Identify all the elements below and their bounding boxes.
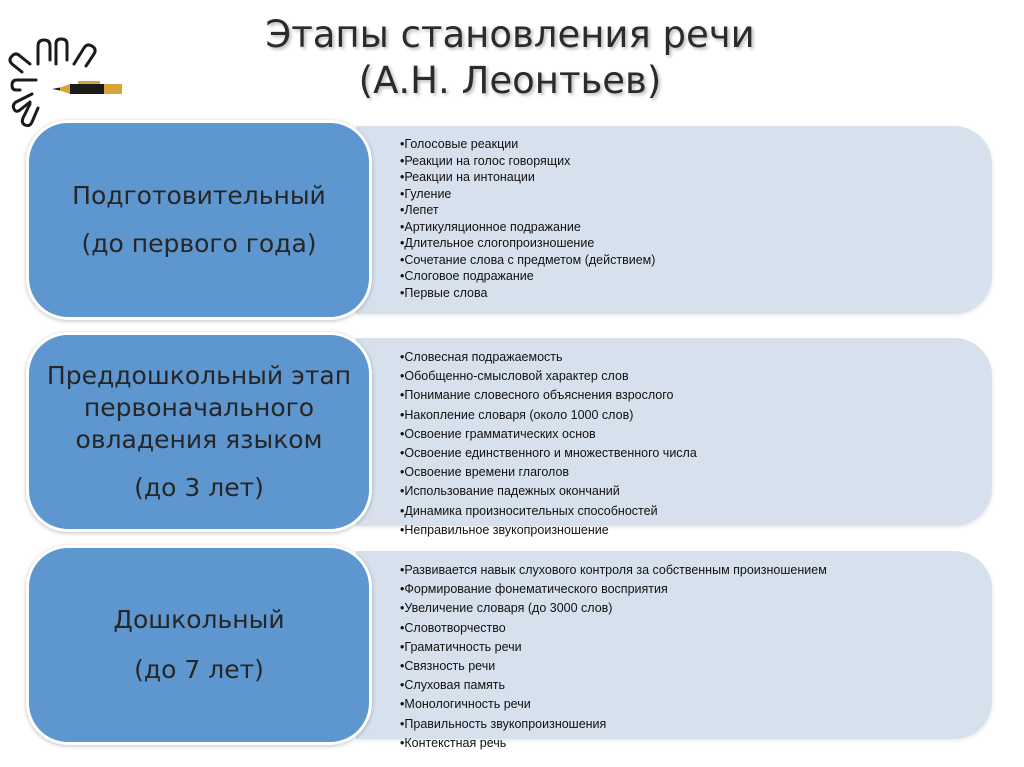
stage-details-box — [356, 551, 992, 750]
pen-with-paperclips-icon — [8, 34, 126, 128]
list-item: • Накопление словаря (около 1000 слов) — [400, 406, 980, 425]
list-item: • Освоение грамматических основ — [400, 425, 980, 444]
stage-block — [26, 120, 992, 320]
stage-label-box — [26, 332, 372, 532]
list-item: • Голосовые реакции — [400, 136, 980, 153]
stage-block — [26, 545, 992, 750]
stage-label-box — [26, 545, 372, 745]
title-line-2: (А.Н. Леонтьев) — [358, 59, 662, 102]
stage-age: (до 3 лет) — [134, 473, 264, 502]
stage-details-box — [356, 126, 992, 314]
list-item: • Длительное слогопроизношение — [400, 235, 980, 252]
list-item: • Сочетание слова с предметом (действием) — [400, 252, 980, 269]
list-item: • Понимание словесного объяснения взрослого — [400, 386, 980, 405]
list-item: • Обобщенно-смысловой характер слов — [400, 367, 980, 386]
list-item: • Формирование фонематического восприятия — [400, 580, 980, 599]
list-item: • Связность речи — [400, 657, 980, 676]
stage-details-list — [400, 348, 980, 540]
list-item: • Гуление — [400, 186, 980, 203]
list-item: • Использование падежных окончаний — [400, 482, 980, 501]
list-item: • Контекстная речь — [400, 734, 980, 753]
stage-label-box — [26, 120, 372, 320]
stage-age: (до первого года) — [81, 229, 317, 258]
list-item: • Увеличение словаря (до 3000 слов) — [400, 599, 980, 618]
stage-name: Преддошкольный этап первоначального овладения языком — [46, 361, 352, 454]
list-item: • Артикуляционное подражание — [400, 219, 980, 236]
list-item: • Реакции на голос говорящих — [400, 153, 980, 170]
title-line-1: Этапы становления речи — [265, 13, 755, 56]
list-item: • Реакции на интонации — [400, 169, 980, 186]
list-item: • Слоговое подражание — [400, 268, 980, 285]
list-item: • Слуховая память — [400, 676, 980, 695]
stage-details-list — [400, 136, 980, 301]
slide-title — [130, 12, 890, 104]
list-item: • Освоение единственного и множественного числа — [400, 444, 980, 463]
list-item: • Правильность звукопроизношения — [400, 715, 980, 734]
list-item: • Динамика произносительных способностей — [400, 502, 980, 521]
list-item: • Монологичность речи — [400, 695, 980, 714]
list-item: • Развивается навык слухового контроля за собственным произношением — [400, 561, 980, 580]
list-item: • Освоение времени глаголов — [400, 463, 980, 482]
stage-name: Дошкольный — [113, 605, 285, 634]
stage-details-box — [356, 338, 992, 537]
list-item: • Граматичность речи — [400, 638, 980, 657]
list-item: • Первые слова — [400, 285, 980, 302]
list-item: • Лепет — [400, 202, 980, 219]
list-item: • Словотворчество — [400, 619, 980, 638]
stage-block — [26, 332, 992, 537]
list-item: • Неправильное звукопроизношение — [400, 521, 980, 540]
stage-name: Подготовительный — [72, 181, 326, 210]
list-item: • Словесная подражаемость — [400, 348, 980, 367]
stage-details-list — [400, 561, 980, 753]
stage-age: (до 7 лет) — [134, 655, 264, 684]
